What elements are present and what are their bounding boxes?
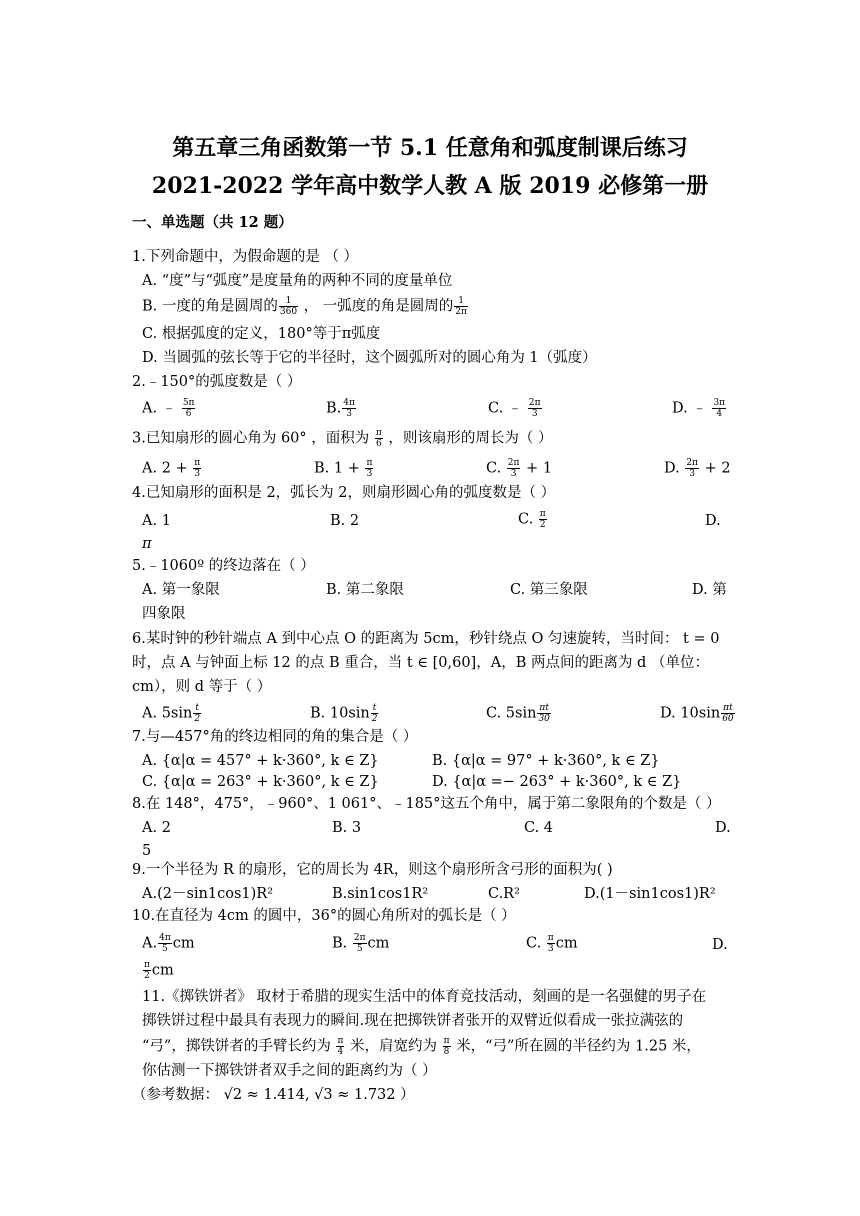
fraction: $\frac{2\pi}{3}$ bbox=[686, 458, 698, 479]
q5-option-d-wrap: 四象限 bbox=[142, 606, 186, 622]
q9-stem: 9.一个半径为 R 的扇形，它的周长为 4R，则这个扇形所含弓形的面积为( ) bbox=[132, 862, 613, 878]
fraction: $\frac{2\pi}{3}$ bbox=[507, 458, 520, 479]
fraction: $\frac{\pi}{2}$ bbox=[539, 509, 546, 530]
fraction: $\frac{\pi}{2}$ bbox=[144, 960, 150, 981]
q11-reference-data: （参考数据： √2 ≈ 1.414, √3 ≈ 1.732 ） bbox=[132, 1087, 415, 1103]
document-title-line-1: 第五章三角函数第一节 5.1 任意角和弧度制课后练习 bbox=[172, 135, 688, 161]
q4-stem: 4.已知扇形的面积是 2，弧长为 2，则扇形圆心角的弧度数是（ ） bbox=[132, 485, 556, 501]
q5-stem: 5.﹣1060º 的终边落在（ ） bbox=[132, 558, 315, 574]
q11-stem-line-2: 掷铁饼过程中最具有表现力的瞬间.现在把掷铁饼者张开的双臂近似看成一张拉满弦的 bbox=[142, 1013, 684, 1029]
q6-option-b: B. 10sin $\frac{t}{2}$ bbox=[310, 703, 378, 724]
q6-option-d: D. 10sin $\frac{\pi t}{60}$ bbox=[660, 703, 734, 724]
q9-option-a: A.(2－sin1cos1)R² bbox=[142, 886, 274, 902]
q3-option-d: D. $\frac{2\pi}{3}$ + 2 bbox=[664, 458, 731, 479]
fraction: $\frac{4\pi}{3}$ bbox=[343, 398, 355, 419]
q10-stem: 10.在直径为 4cm 的圆中，36°的圆心角所对的弧长是（ ） bbox=[132, 908, 516, 924]
fraction: $\frac{2\pi}{3}$ bbox=[528, 398, 541, 419]
q4-option-d-wrap: π bbox=[142, 536, 152, 552]
q3-option-a: A. 2 + $\frac{\pi}{3}$ bbox=[142, 458, 201, 479]
q1-option-a: A. “度”与“弧度”是度量角的两种不同的度量单位 bbox=[142, 273, 453, 289]
q5-option-a: A. 第一象限 bbox=[142, 582, 220, 598]
q6-option-c: C. 5sin $\frac{\pi t}{30}$ bbox=[486, 703, 550, 724]
q7-stem: 7.与—457°角的终边相同的角的集合是（ ） bbox=[132, 729, 418, 745]
fraction: $\frac{1}{2\pi}$ bbox=[455, 296, 467, 317]
q2-option-c: C. ﹣ $\frac{2\pi}{3}$ bbox=[488, 398, 541, 419]
q8-option-d-wrap: 5 bbox=[142, 843, 152, 859]
q8-option-a: A. 2 bbox=[142, 820, 171, 836]
fraction: $\frac{\pi}{3}$ bbox=[547, 933, 554, 954]
q1-option-b-text: B. 一度的角是圆周的 bbox=[142, 298, 278, 315]
document-title-line-2: 2021-2022 学年高中数学人教 A 版 2019 必修第一册 bbox=[151, 173, 709, 199]
q6-option-a: A. 5sin $\frac{t}{2}$ bbox=[142, 703, 201, 724]
q5-option-b: B. 第二象限 bbox=[326, 582, 404, 598]
q1-option-b bbox=[142, 296, 469, 317]
q1-option-d: D. 当圆弧的弦长等于它的半径时，这个圆弧所对的圆心角为 1（弧度） bbox=[142, 350, 597, 366]
q10-option-a: A. $\frac{4\pi}{5}$ cm bbox=[142, 933, 195, 954]
q9-option-d: D.(1－sin1cos1)R² bbox=[584, 886, 716, 902]
fraction: $\frac{5\pi}{6}$ bbox=[182, 398, 195, 419]
q8-option-c: C. 4 bbox=[524, 820, 554, 836]
section-heading: 一、单选题（共 12 题） bbox=[132, 214, 293, 231]
fraction: $\frac{4\pi}{5}$ bbox=[159, 933, 171, 954]
q1-stem: 1.下列命题中，为假命题的是 （ ） bbox=[132, 249, 359, 265]
fraction: $\frac{t}{2}$ bbox=[194, 703, 201, 724]
q2-option-d: D. ﹣ $\frac{3\pi}{4}$ bbox=[672, 398, 726, 419]
q9-option-b: B.sin1cos1R² bbox=[332, 886, 429, 902]
fraction: $\frac{\pi}{3}$ bbox=[194, 458, 201, 479]
fraction: $\frac{\pi t}{60}$ bbox=[722, 703, 734, 724]
q7-option-b: B. {α|α = 97° + k·360°, k ∈ Z} bbox=[432, 753, 660, 769]
q6-stem-line-1: 6.某时钟的秒针端点 A 到中心点 O 的距离为 5cm，秒针绕点 O 匀速旋转，当时间： t = 0 bbox=[132, 631, 720, 647]
q7-option-d: D. {α|α =− 263° + k·360°, k ∈ Z} bbox=[432, 774, 682, 790]
q6-stem-line-2: 时，点 A 与钟面上标 12 的点 B 重合，当 t ∈ [0,60]，A，B 两点间的距离为 d （单位： bbox=[132, 655, 709, 671]
q1-option-c: C. 根据弧度的定义，180°等于π弧度 bbox=[142, 326, 381, 342]
q5-option-c: C. 第三象限 bbox=[510, 582, 588, 598]
q7-option-a: A. {α|α = 457° + k·360°, k ∈ Z} bbox=[142, 753, 379, 769]
q10-option-d-wrap: $\frac{\pi}{2}$ cm bbox=[144, 960, 174, 981]
q8-option-d: D. bbox=[715, 820, 731, 836]
q4-option-c: C. $\frac{\pi}{2}$ bbox=[518, 509, 546, 530]
fraction: $\frac{3\pi}{4}$ bbox=[713, 398, 726, 419]
q1-option-b-text: ， 一弧度的角是圆周的 bbox=[299, 298, 454, 315]
q2-option-a: A. ﹣ $\frac{5\pi}{6}$ bbox=[142, 398, 195, 419]
q2-option-b: B. $\frac{4\pi}{3}$ bbox=[326, 398, 355, 419]
q6-stem-line-3: cm），则 d 等于（ ） bbox=[132, 679, 272, 695]
q10-option-c: C. $\frac{\pi}{3}$ cm bbox=[526, 933, 578, 954]
q2-stem: 2.﹣150°的弧度数是（ ） bbox=[132, 374, 302, 390]
q5-option-d: D. 第 bbox=[692, 582, 727, 598]
q3-option-b: B. 1 + $\frac{\pi}{3}$ bbox=[314, 458, 373, 479]
q9-option-c: C.R² bbox=[488, 886, 520, 902]
q4-option-d: D. bbox=[705, 513, 721, 529]
q11-stem-line-4: 你估测一下掷铁饼者双手之间的距离约为（ ） bbox=[142, 1063, 437, 1079]
fraction: $\frac{t}{2}$ bbox=[371, 703, 378, 724]
q11-stem-line-1: 11.《掷铁饼者》 取材于希腊的现实生活中的体育竞技活动，刻画的是一名强健的男子在 bbox=[142, 989, 707, 1005]
q4-option-b: B. 2 bbox=[330, 513, 360, 529]
q3-stem: 3.已知扇形的圆心角为 60° ，面积为 $\frac{\pi}{6}$ ，则该扇形的周长为（ ） bbox=[132, 428, 553, 449]
fraction: $\frac{\pi}{3}$ bbox=[366, 458, 373, 479]
q4-option-a: A. 1 bbox=[142, 513, 171, 529]
fraction: $\frac{\pi}{8}$ bbox=[443, 1036, 450, 1057]
fraction: $\frac{\pi}{6}$ bbox=[375, 428, 382, 449]
fraction: $\frac{\pi t}{30}$ bbox=[538, 703, 550, 724]
q8-option-b: B. 3 bbox=[332, 820, 362, 836]
q7-option-c: C. {α|α = 263° + k·360°, k ∈ Z} bbox=[142, 774, 379, 790]
q3-option-c: C. $\frac{2\pi}{3}$ + 1 bbox=[486, 458, 553, 479]
q10-option-d: D. bbox=[712, 937, 728, 953]
q8-stem: 8.在 148°，475°，﹣960°、1 061°、﹣185°这五个角中，属于第二象限角的个数是（ ） bbox=[132, 796, 721, 812]
q11-stem-line-3: “弓”，掷铁饼者的手臂长约为 $\frac{\pi}{4}$ 米，肩宽约为 $\frac{\pi}{8}$ 米，“弓”所在圆的半径约为 1.25 米， bbox=[142, 1036, 701, 1057]
fraction: $\frac{1}{360}$ bbox=[279, 296, 298, 317]
q10-option-b: B. $\frac{2\pi}{5}$ cm bbox=[332, 933, 390, 954]
fraction: $\frac{\pi}{4}$ bbox=[337, 1036, 344, 1057]
fraction: $\frac{2\pi}{5}$ bbox=[353, 933, 366, 954]
